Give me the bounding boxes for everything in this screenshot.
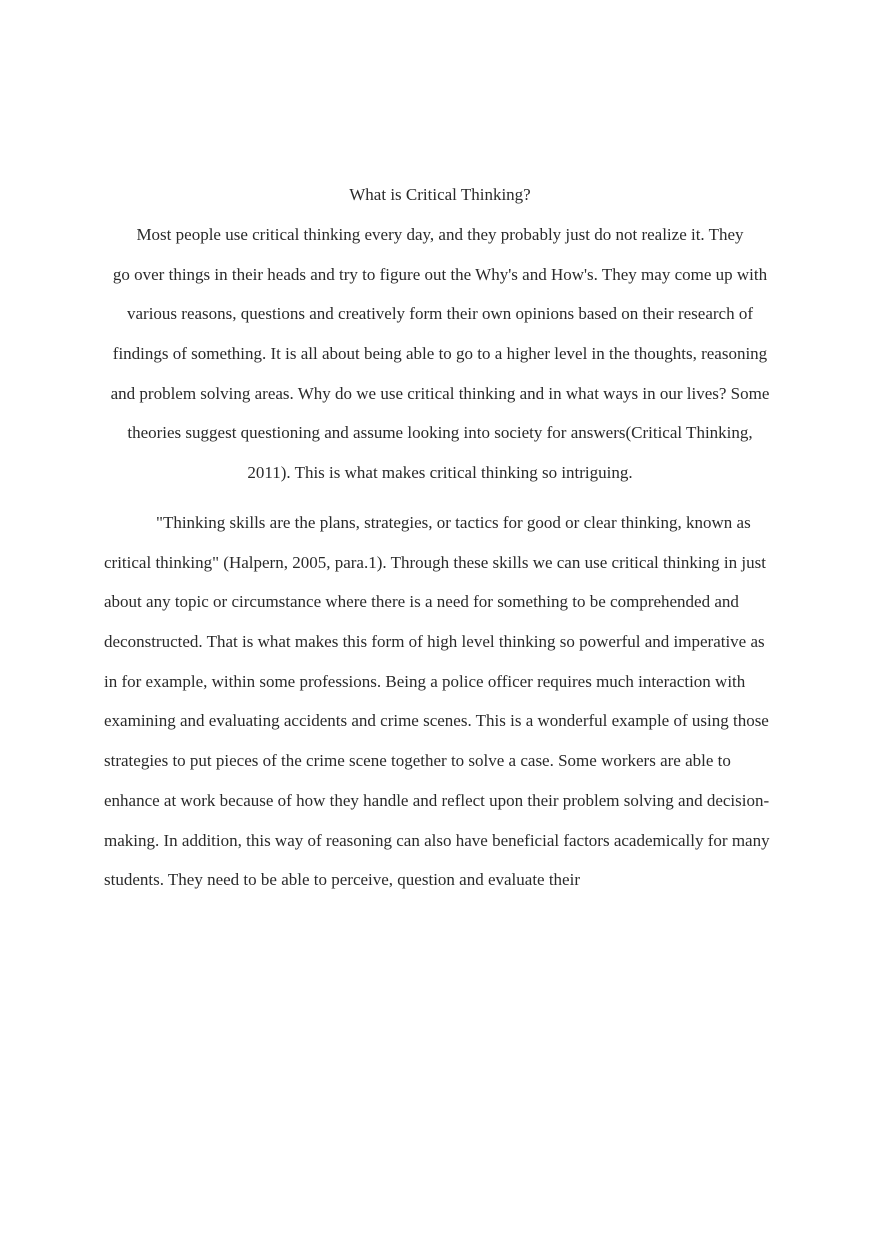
paragraph-line: students. They need to be able to perceive, question and evaluate their	[104, 870, 580, 890]
paragraph-line: 2011). This is what makes critical thinking so intriguing.	[247, 463, 633, 483]
paragraph-line: examining and evaluating accidents and crime scenes. This is a wonderful example of using those	[104, 711, 769, 731]
paragraph-line: go over things in their heads and try to figure out the Why's and How's. They may come up with	[112, 264, 768, 284]
paragraph-line: enhance at work because of how they handle and reflect upon their problem solving and decision-	[104, 790, 770, 810]
paragraph-line: deconstructed. That is what makes this form of high level thinking so powerful and imperative as	[104, 632, 765, 652]
paragraph-line: findings of something. It is all about being able to go to a higher level in the thoughts, reasoning	[112, 344, 768, 364]
paragraph-line: Most people use critical thinking every day, and they probably just do not realize it. They	[136, 225, 744, 244]
paragraph-body	[104, 511, 794, 908]
paragraph-line: various reasons, questions and creatively form their own opinions based on their research of	[127, 304, 753, 324]
paragraph-line: critical thinking" (Halpern, 2005, para.1). Through these skills we can use critical thinking in just	[104, 552, 766, 572]
paragraph-line: strategies to put pieces of the crime scene together to solve a case. Some workers are able to	[104, 751, 731, 771]
paragraph-line: and problem solving areas. Why do we use critical thinking and in what ways in our lives? Some	[110, 383, 770, 403]
paragraph-intro	[0, 223, 880, 501]
paragraph-line: theories suggest questioning and assume looking into society for answers(Critical Thinking,	[127, 423, 753, 443]
paragraph-line: in for example, within some professions. Being a police officer requires much interaction with	[104, 671, 746, 691]
paragraph-line: making. In addition, this way of reasoning can also have beneficial factors academically for many	[104, 830, 770, 850]
document-title: What is Critical Thinking?	[349, 185, 531, 204]
paragraph-line: "Thinking skills are the plans, strategies, or tactics for good or clear thinking, known as	[156, 513, 751, 532]
paragraph-line: about any topic or circumstance where there is a need for something to be comprehended and	[104, 592, 739, 612]
